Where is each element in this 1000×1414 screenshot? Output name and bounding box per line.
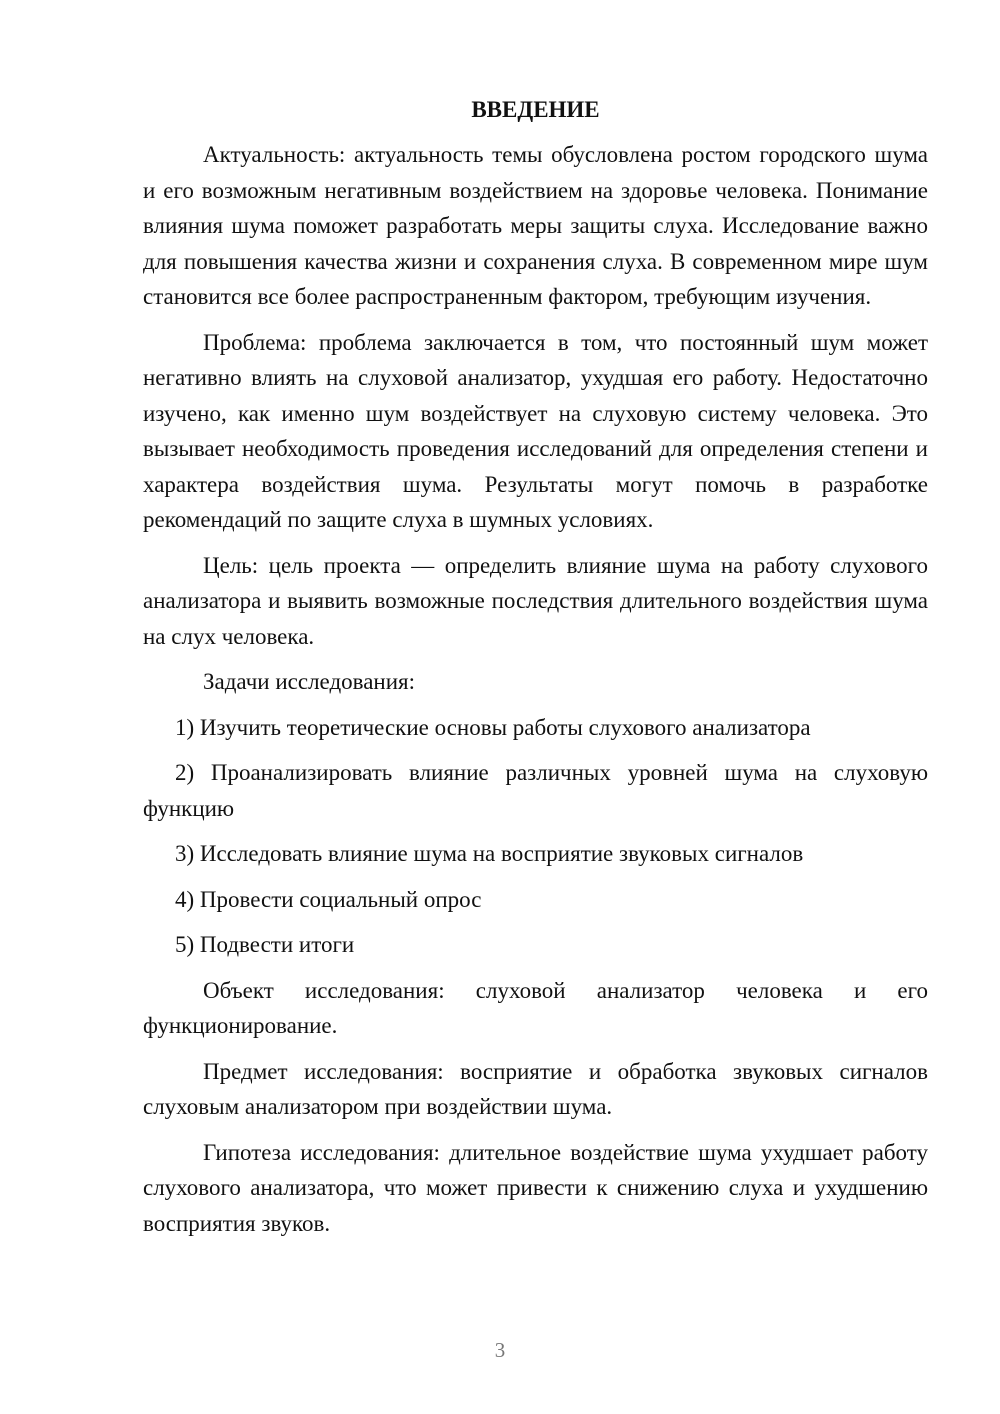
page-content: [143, 92, 928, 1251]
relevance-paragraph: Актуальность: актуальность темы обусловлена ростом городского шума и его возможным негативным воздействием на здоровье человека. Понимание влияния шума поможет разработать меры защиты слуха. Исследование важно для повышения качества жизни и сохранения слуха. В современном мире шум становится все более распространенным фактором, требующим изучения.: [143, 142, 928, 309]
tasks-heading: Задачи исследования:: [203, 669, 416, 694]
object-paragraph: Объект исследования: слуховой анализатор человека и его функционирование.: [143, 977, 928, 1038]
goal-paragraph: Цель: цель проекта — определить влияние шума на работу слухового анализатора и выявить возможные последствия длительного воздействия шума на слух человека.: [143, 552, 928, 649]
task-item: 3) Исследовать влияние шума на восприятие звуковых сигналов: [175, 841, 804, 866]
problem-paragraph: Проблема: проблема заключается в том, что постоянный шум может негативно влиять на слуховой анализатор, ухудшая его работу. Недостаточно изучено, как именно шум воздействует на слуховую систему человека. Это вызывает необходимость проведения исследований для определения степени и характера воздействия шума. Результаты могут помочь в разработке рекомендаций по защите слуха в шумных условиях.: [143, 329, 928, 532]
section-title: ВВЕДЕНИЕ: [471, 97, 600, 122]
task-item: 5) Подвести итоги: [175, 932, 355, 957]
subject-paragraph: Предмет исследования: восприятие и обработка звуковых сигналов слуховым анализатором при воздействии шума.: [143, 1058, 928, 1119]
task-item: 4) Провести социальный опрос: [175, 886, 482, 912]
page-number: 3: [494, 1338, 506, 1362]
hypothesis-paragraph: Гипотеза исследования: длительное воздействие шума ухудшает работу слухового анализатора, что может привести к снижению слуха и ухудшению восприятия звуков.: [143, 1139, 928, 1236]
tasks-list: [143, 710, 928, 963]
task-item: 1) Изучить теоретические основы работы слухового анализатора: [175, 714, 811, 740]
task-item: 2) Проанализировать влияние различных уровней шума на слуховую функцию: [143, 760, 928, 821]
